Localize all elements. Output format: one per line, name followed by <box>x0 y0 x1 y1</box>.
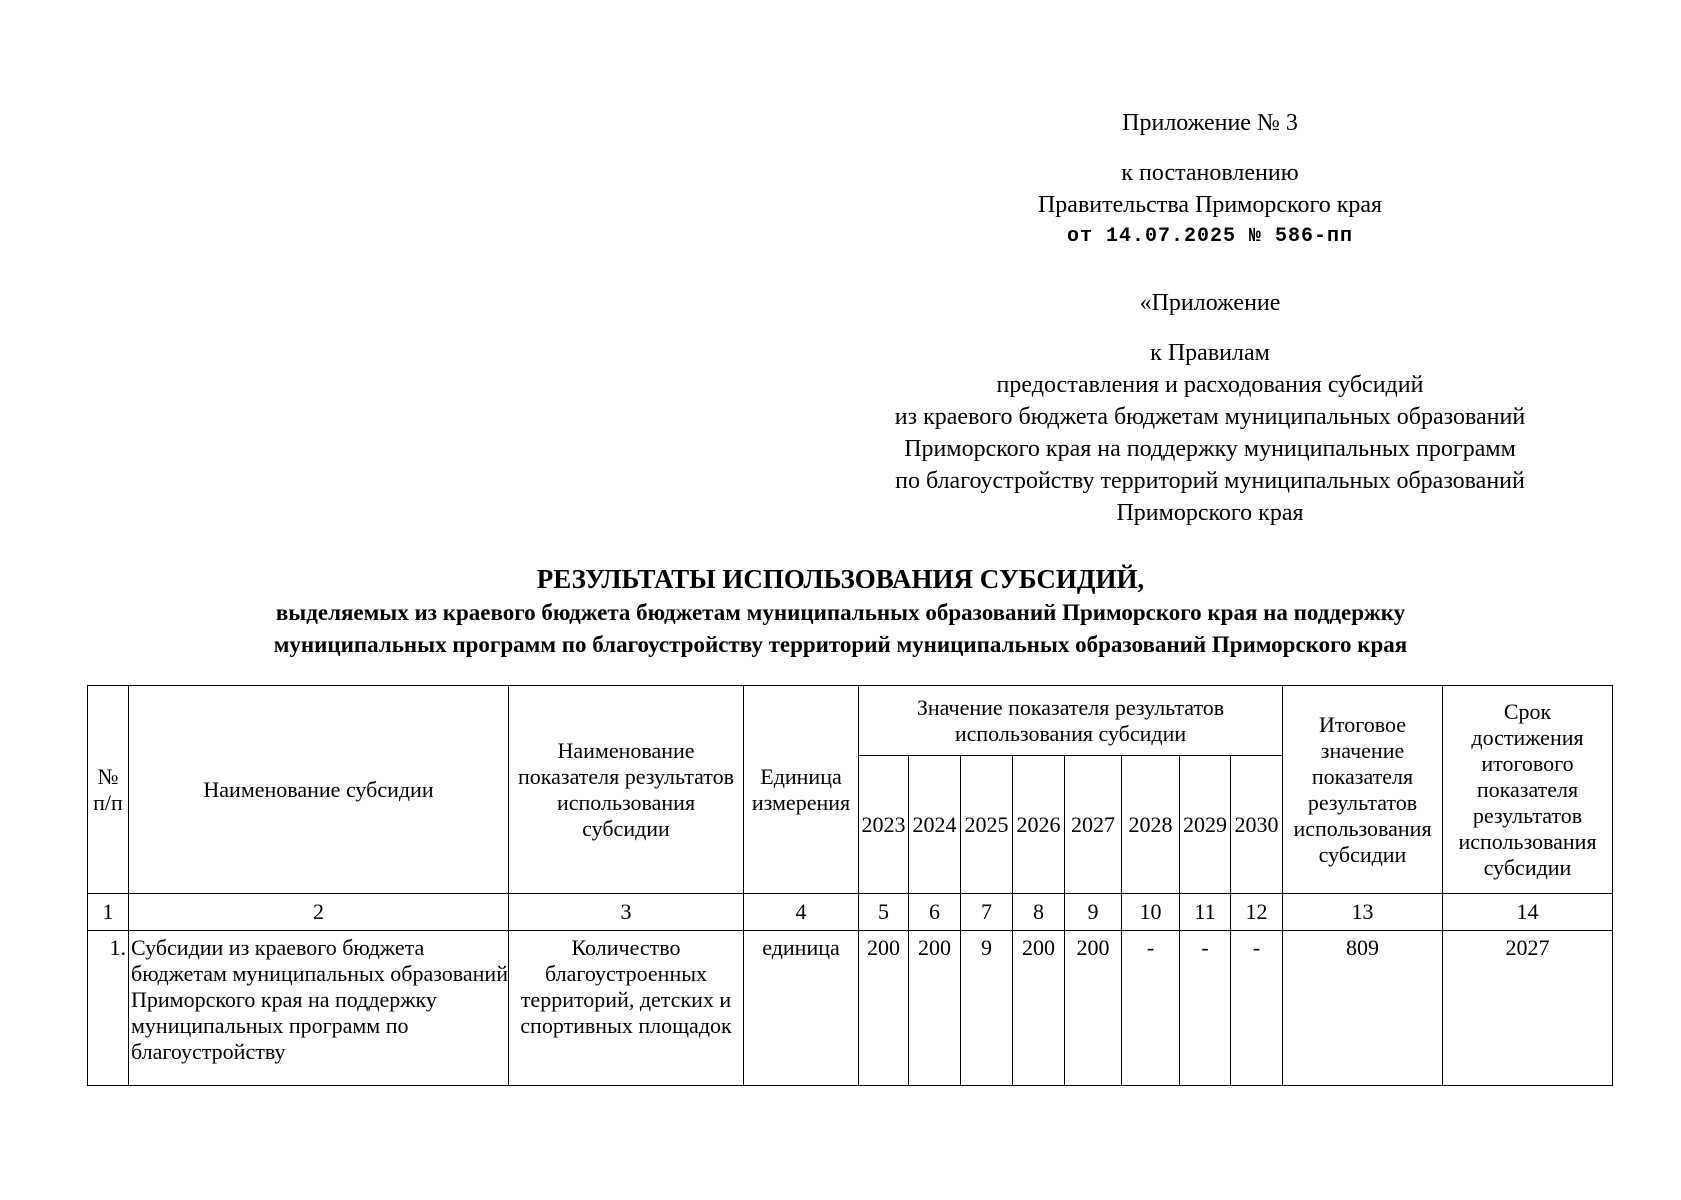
row-value-2025: 9 <box>961 931 1013 1086</box>
row-indicator-name: Количество благоустроенных территорий, детских и спортивных площадок <box>509 931 744 1086</box>
column-number: 6 <box>909 894 961 931</box>
row-value-2024: 200 <box>909 931 961 1086</box>
row-total: 809 <box>1283 931 1443 1086</box>
resolution-stamp: от 14.07.2025 № 586-пп <box>1066 225 1354 248</box>
row-value-2028: - <box>1122 931 1180 1086</box>
doc-title-sub-2: муниципальных программ по благоустройству территорий муниципальных образований Приморского края <box>273 632 1408 657</box>
column-number: 7 <box>961 894 1013 931</box>
header-year: 2023 <box>859 756 909 894</box>
rules-appendix-line-5: по благоустройству территорий муниципальных образований <box>895 468 1525 494</box>
header-year: 2028 <box>1122 756 1180 894</box>
column-number: 10 <box>1122 894 1180 931</box>
column-number: 13 <box>1283 894 1443 931</box>
header-subsidy-name: Наименование субсидии <box>129 686 509 894</box>
row-value-2030: - <box>1231 931 1283 1086</box>
column-number: 1 <box>88 894 129 931</box>
column-number: 11 <box>1180 894 1231 931</box>
results-table <box>87 685 1613 1086</box>
column-number: 9 <box>1065 894 1122 931</box>
header-year: 2024 <box>909 756 961 894</box>
rules-appendix-line-1: к Правилам <box>1150 340 1270 366</box>
column-number: 8 <box>1013 894 1065 931</box>
header-year: 2026 <box>1013 756 1065 894</box>
doc-title-sub-1: выделяемых из краевого бюджета бюджетам муниципальных образований Приморского края на поддержку <box>275 600 1406 625</box>
appendix-title: Приложение № 3 <box>1122 110 1298 136</box>
rules-appendix-line-4: Приморского края на поддержку муниципальных программ <box>904 436 1516 462</box>
header-total: Итоговое значение показателя результатов использования субсидии <box>1283 686 1443 894</box>
header-deadline: Срок достижения итогового показателя результатов использования субсидии <box>1443 686 1613 894</box>
column-number: 3 <box>509 894 744 931</box>
row-value-2026: 200 <box>1013 931 1065 1086</box>
header-unit: Единица измерения <box>744 686 859 894</box>
row-value-2027: 200 <box>1065 931 1122 1086</box>
header-year: 2025 <box>961 756 1013 894</box>
column-number: 2 <box>129 894 509 931</box>
appendix-line-2: Правительства Приморского края <box>1037 192 1383 218</box>
doc-title-main: РЕЗУЛЬТАТЫ ИСПОЛЬЗОВАНИЯ СУБСИДИЙ, <box>536 564 1145 594</box>
header-year: 2029 <box>1180 756 1231 894</box>
column-number: 5 <box>859 894 909 931</box>
row-value-2023: 200 <box>859 931 909 1086</box>
rules-appendix-line-2: предоставления и расходования субсидий <box>996 372 1424 398</box>
header-indicator-name: Наименование показателя результатов использования субсидии <box>509 686 744 894</box>
row-num: 1. <box>88 931 129 1086</box>
header-year: 2030 <box>1231 756 1283 894</box>
rules-appendix-line-3: из краевого бюджета бюджетам муниципальных образований <box>894 404 1526 430</box>
row-deadline: 2027 <box>1443 931 1613 1086</box>
header-values-group: Значение показателя результатов использования субсидии <box>859 686 1283 756</box>
table-row <box>88 931 1613 1086</box>
column-number: 4 <box>744 894 859 931</box>
header-num: № п/п <box>88 686 129 894</box>
column-number: 12 <box>1231 894 1283 931</box>
row-subsidy-name: Субсидии из краевого бюджета бюджетам муниципальных образований Приморского края на поддержку муниципальных программ по благоустройству <box>129 931 509 1086</box>
rules-appendix-title: «Приложение <box>1139 290 1281 316</box>
column-number: 14 <box>1443 894 1613 931</box>
appendix-line-1: к постановлению <box>1121 160 1299 186</box>
header-year: 2027 <box>1065 756 1122 894</box>
row-value-2029: - <box>1180 931 1231 1086</box>
row-unit: единица <box>744 931 859 1086</box>
rules-appendix-line-6: Приморского края <box>1116 500 1304 526</box>
